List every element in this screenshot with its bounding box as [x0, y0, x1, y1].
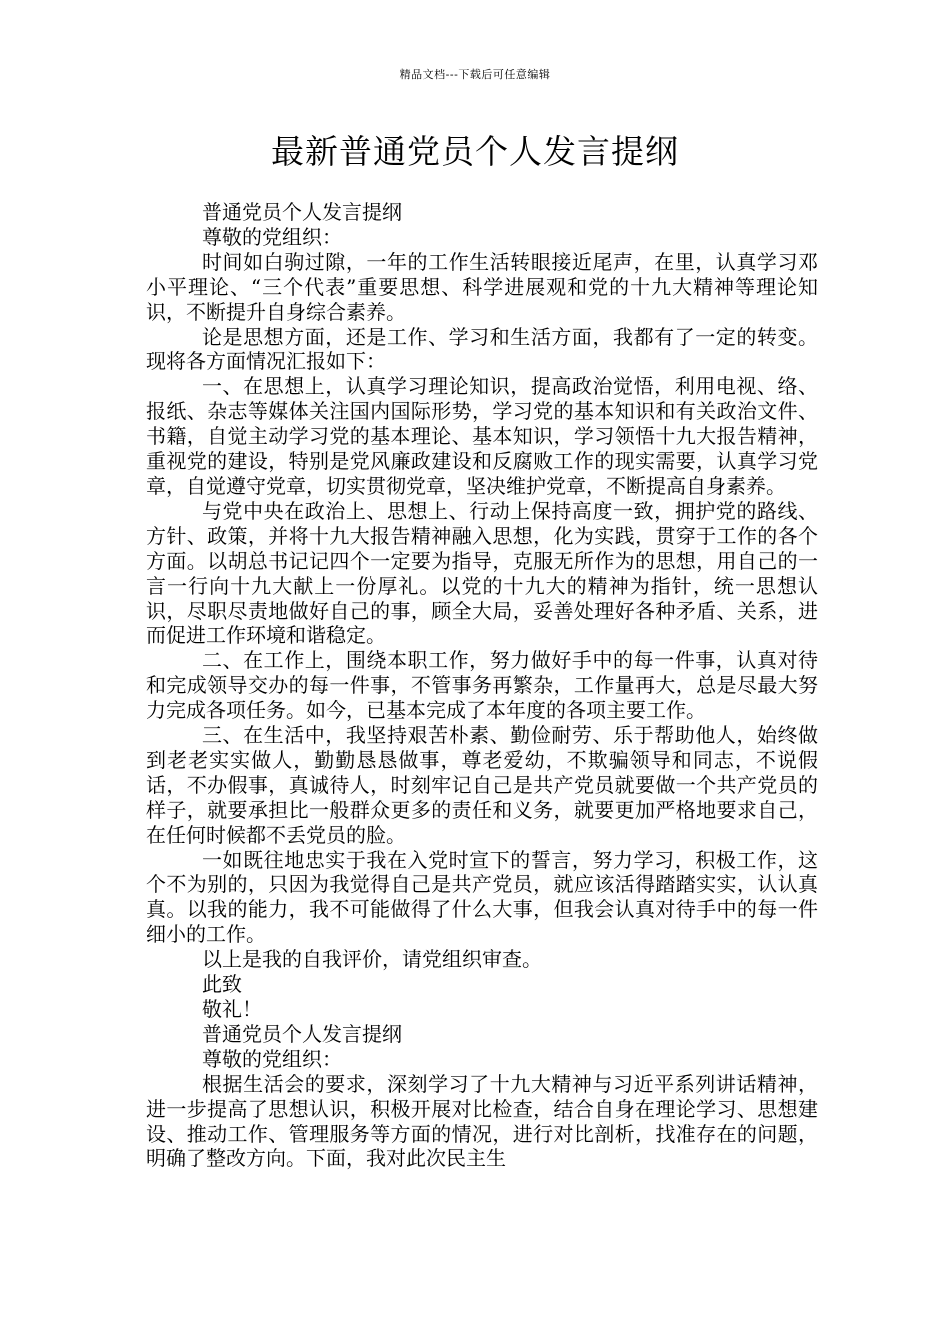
paragraph-subtitle: 普通党员个人发言提纲: [202, 200, 402, 224]
paragraph: 根据生活会的要求，深刻学习了十九大精神与习近平系列讲话精神，进一步提高了思想认识，积极开展对比检查，结合自身在理论学习、思想建设、推动工作、管理服务等方面的情况，进行对比剖析，找准存在的问题，明确了整改方向。下面，我对此次民主生: [146, 1071, 818, 1171]
paragraph-closing: 此致: [202, 972, 242, 997]
paragraph: 二、在工作上，围绕本职工作，努力做好手中的每一件事，认真对待和完成领导交办的每一件事，不管事务再繁杂，工作量再大，总是尽最大努力完成各项任务。如今，已基本完成了本年度的各项主要工作。: [146, 648, 818, 723]
paragraph-subtitle: 普通党员个人发言提纲: [202, 1021, 402, 1046]
paragraph: 以上是我的自我评价，请党组织审查。: [202, 947, 542, 972]
paragraph-salutation: 尊敬的党组织：: [202, 1046, 342, 1071]
paragraph: 一如既往地忠实于我在入党时宣下的誓言，努力学习，积极工作，这个不为别的，只因为我觉得自己是共产党员，就应该活得踏踏实实，认认真真。以我的能力，我不可能做得了什么大事，但我会认真对待手中的每一件细小的工作。: [146, 847, 818, 947]
paragraph: 时间如白驹过隙，一年的工作生活转眼接近尾声，在里，认真学习邓小平理论、“三个代表”重要思想、科学进展观和党的十九大精神等理论知识，不断提升自身综合素养。: [146, 249, 818, 324]
page-header: 精品文档---下载后可任意编辑: [399, 68, 551, 81]
paragraph: 三、在生活中，我坚持艰苦朴素、勤俭耐劳、乐于帮助他人，始终做到老老实实做人，勤勤恳恳做事，尊老爱幼，不欺骗领导和同志，不说假话，不办假事，真诚待人，时刻牢记自己是共产党员就要做一个共产党员的样子，就要承担比一般群众更多的责任和义务，就要更加严格地要求自己，在任何时候都不丢党员的脸。: [146, 723, 818, 847]
paragraph: 与党中央在政治上、思想上、行动上保持高度一致，拥护党的路线、方针、政策，并将十九大报告精神融入思想，化为实践，贯穿于工作的各个方面。以胡总书记记四个一定要为指导，克服无所作为的思想，用自己的一言一行向十九大献上一份厚礼。以党的十九大的精神为指针，统一思想认识，尽职尽责地做好自己的事，顾全大局，妥善处理好各种矛盾、关系，进而促进工作环境和谐稳定。: [146, 498, 818, 648]
document-body: [146, 200, 818, 1171]
paragraph: 论是思想方面，还是工作、学习和生活方面，我都有了一定的转变。现将各方面情况汇报如下：: [146, 324, 818, 374]
paragraph-closing: 敬礼！: [202, 997, 262, 1021]
paragraph-salutation: 尊敬的党组织：: [202, 224, 342, 249]
paragraph: 一、在思想上，认真学习理论知识，提高政治觉悟，利用电视、络、报纸、杂志等媒体关注国内国际形势，学习党的基本知识和有关政治文件、书籍，自觉主动学习党的基本理论、基本知识，学习领悟十九大报告精神，重视党的建设，特别是党风廉政建设和反腐败工作的现实需要，认真学习党章，自觉遵守党章，切实贯彻党章，坚决维护党章，不断提高自身素养。: [146, 374, 818, 498]
document-title: 最新普通党员个人发言提纲: [271, 132, 679, 171]
